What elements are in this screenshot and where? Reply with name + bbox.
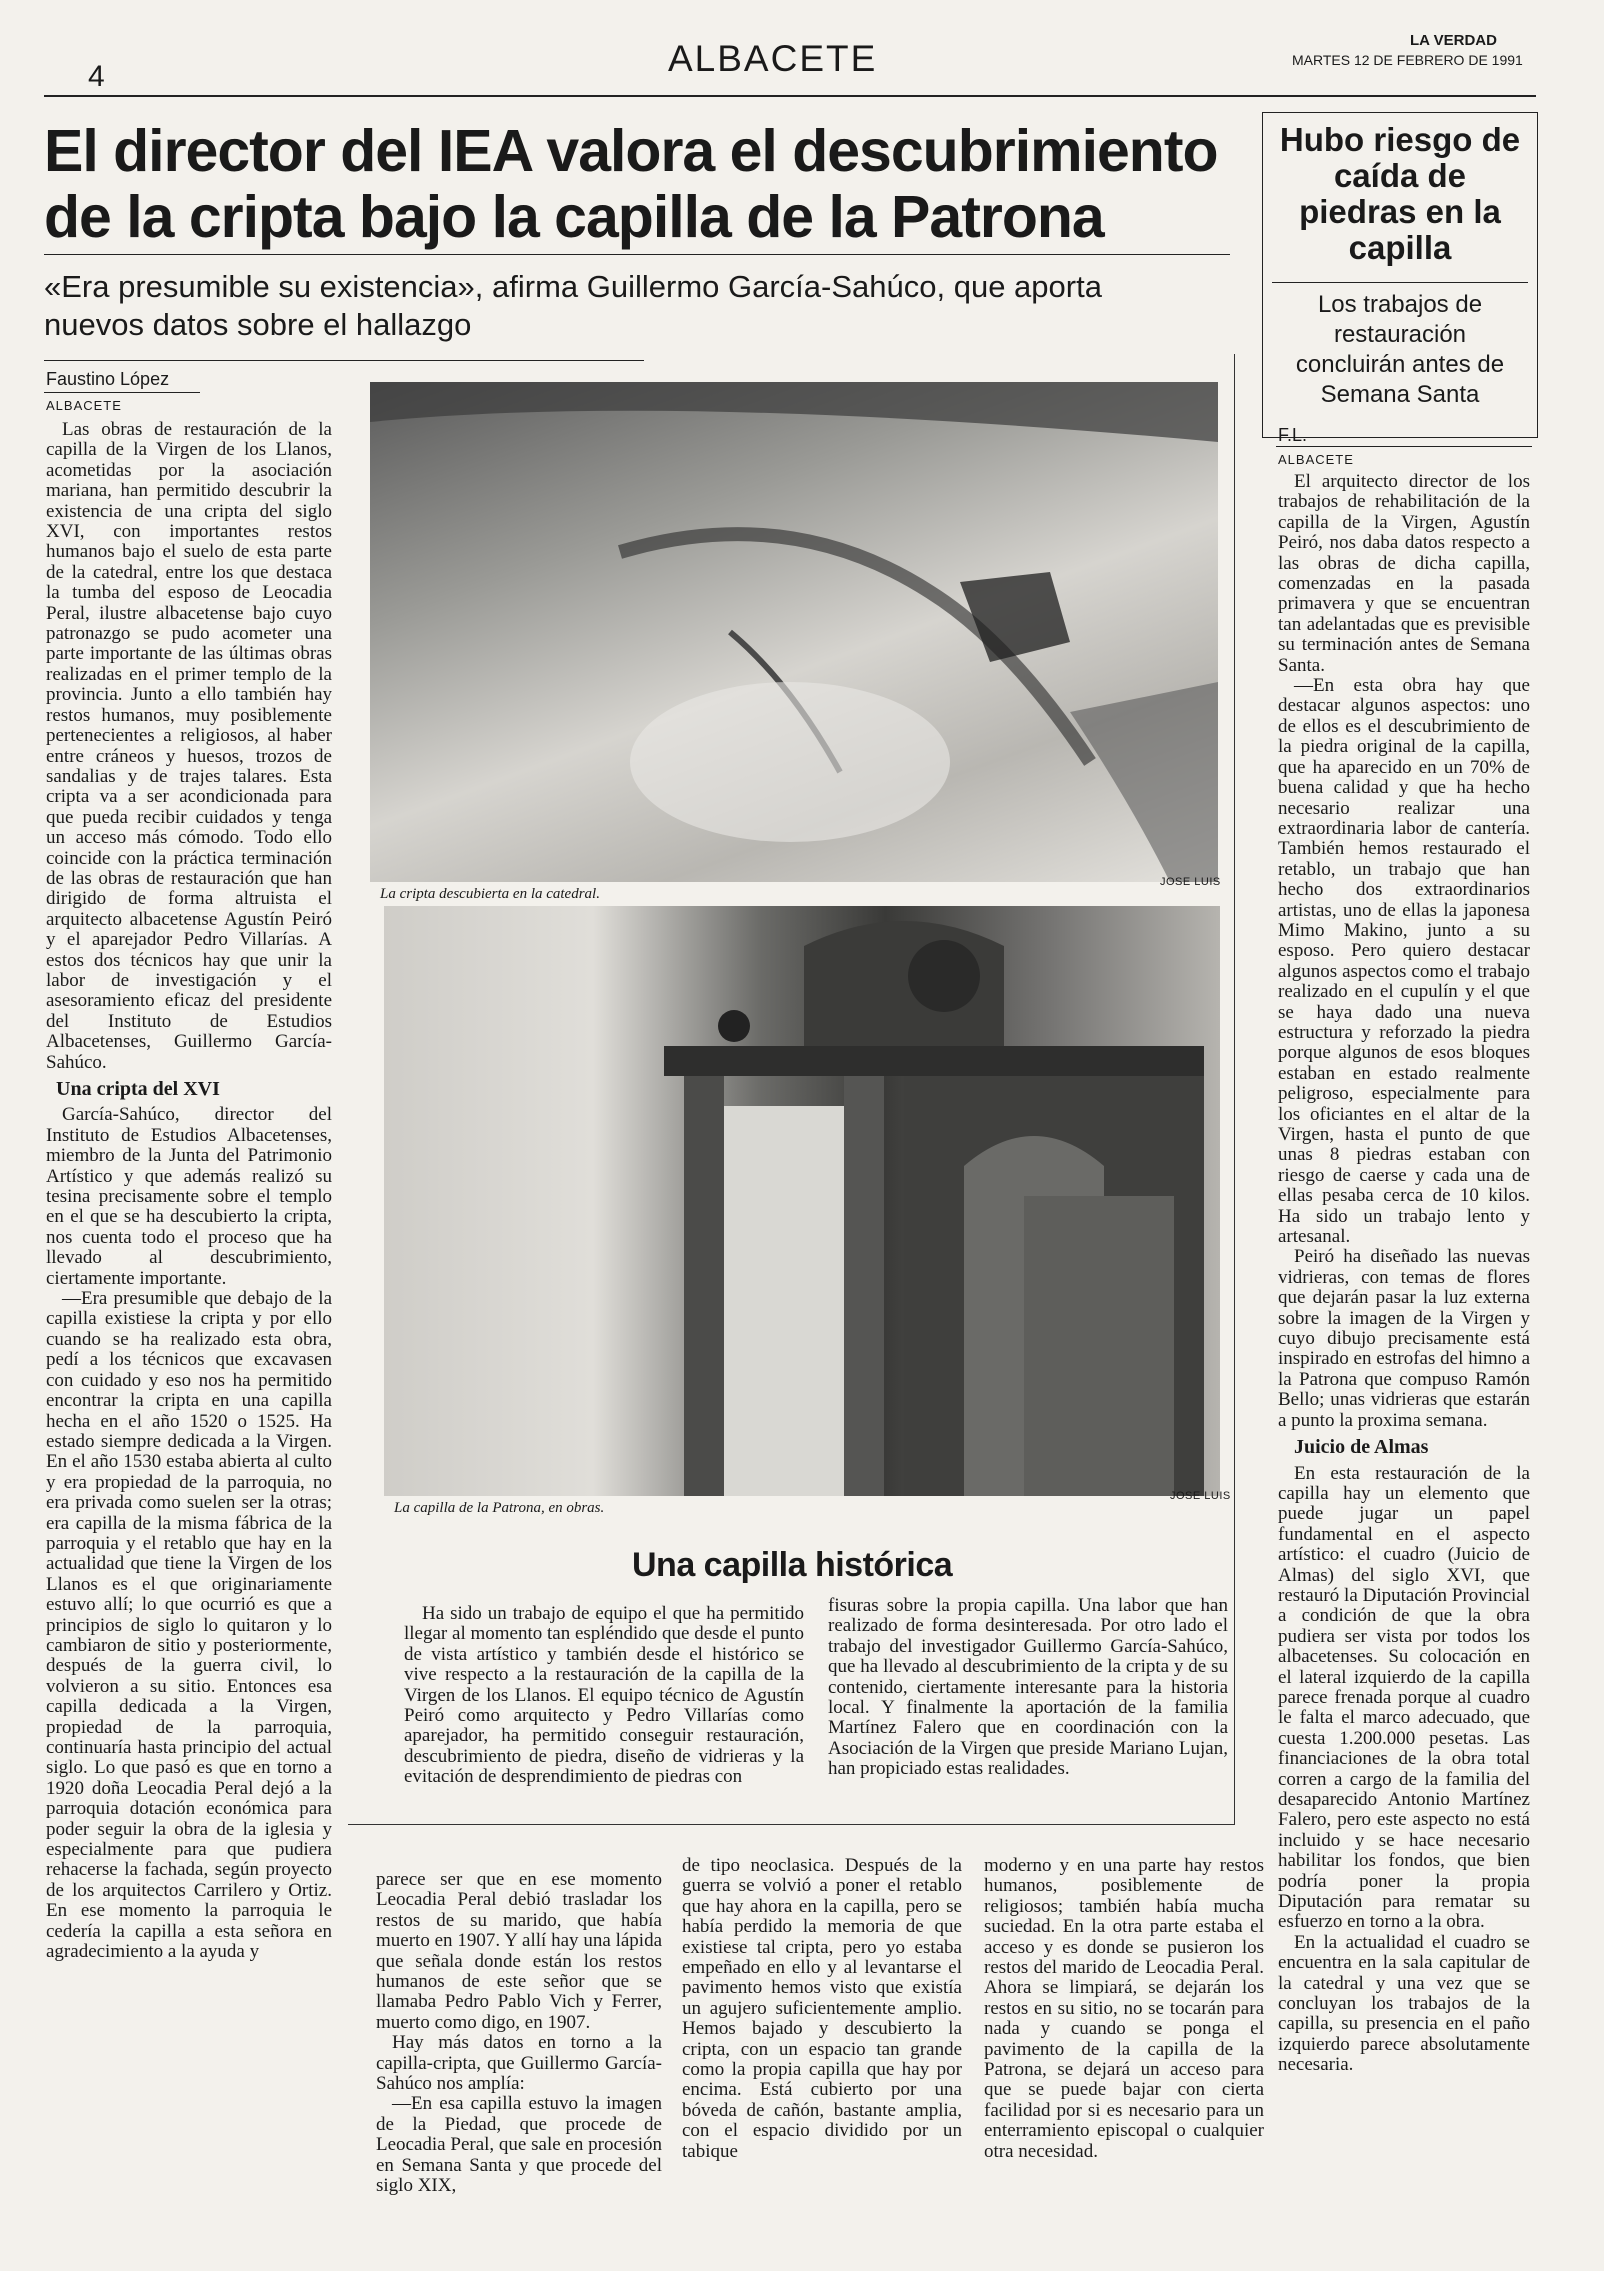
- byline: Faustino López: [46, 369, 170, 389]
- paragraph: —En esta obra hay que destacar algunos aspectos: uno de ellos es el descubrimiento de la piedra original de la capilla, que ha aparecido en un 70% de buena calidad y que ha hecho necesario realizar una extraordinaria labor de cantería. También hemos restaurado el retablo, un trabajo que han hecho dos extraordinarios artistas, uno de ellas la japonesa Mimo Makino, junto a su esposo. Pero quiero destacar algunos aspectos como el trabajo realizado en el cupulín y el que se haya dado una nueva estructura y reforzado la piedra porque algunos de esos bloques estaban en estado realmente peligroso, especialmente para los oficiantes en el altar de la Virgen, hasta el punto de que unas 8 piedras estaban con riesgo de caerse y cada una de ellas pesaba cerca de 10 kilos. Ha sido un trabajo lento y artesanal.: [1278, 675, 1530, 1248]
- sidebar-place: ALBACETE: [1278, 452, 1354, 467]
- paragraph: Las obras de restauración de la capilla de la Virgen de los Llanos, acometidas por la asociación mariana, han permitido descubrir la existencia de una cripta del siglo XVI, con importantes restos humanos bajo el suelo de esta parte de la catedral, entre los que destaca la tumba del esposo de Leocadia Peral, ilustre albacetense bajo cuyo patronazgo se pudo acometer una parte importante de las últimas obras realizadas en el primer templo de la provincia. Junto a ello también hay restos humanos, muy posiblemente pertenecientes a religiosos, al haber entre cráneos y huesos, trozos de sandalias y de trajes talares. Esta cripta va a ser acondicionada para que pueda recibir cuidados y tenga un acceso más cómodo. Todo ello coincide con la práctica terminación de las obras de restauración que han dirigido de forma altruista el arquitecto albacetense Agustín Peiró y el aparejador Pedro Villarías. A estos dos técnicos hay que unir la labor de investigación y el asesoramiento eficaz del presidente del Instituto de Estudios Albacetenses, Guillermo García-Sahúco.: [46, 419, 332, 1073]
- paragraph: moderno y en una parte hay restos humanos, posiblemente de religiosos; también había mucha suciedad. En la otra parte estaba el acceso y es donde se pusieron los restos del marido de Leocadia Peral. Ahora se limpiará, se dejarán los restos en su sitio, no se tocarán para nada y cuando se ponga el pavimento de la capilla de la Patrona, se dejará un acceso para que se puede bajar con cierta facilidad por si es necesario para un enterramiento episcopal o cualquier otra necesidad.: [984, 1855, 1264, 2162]
- sidebar-byline: F.L.: [1278, 425, 1308, 445]
- paragraph: García-Sahúco, director del Instituto de Estudios Albacetenses, miembro de la Junta del Patrimonio Artístico y que además realizó su tesina precisamente sobre el templo en el que se ha descubierto la cripta, nos cuenta todo el proceso que ha llevado al descubrimiento, ciertamente importante.: [46, 1104, 332, 1289]
- paragraph: El arquitecto director de los trabajos de rehabilitación de la capilla de la Virgen, Agustín Peiró, nos daba datos respecto a las obras de dicha capilla, comenzadas en la pasada primavera y que se encuentran tan adelantadas que es previsible su terminación antes de Semana Santa.: [1278, 471, 1530, 676]
- column-4: [984, 1856, 1264, 2162]
- sidebar-column: [1278, 472, 1530, 2076]
- headline: [44, 118, 1244, 250]
- paragraph: Peiró ha diseñado las nuevas vidrieras, con temas de flores que dejarán pasar la luz externa sobre la imagen de la Virgen y cuyo dibujo precisamente está inspirado en estrofas del himno a la Patrona que compuso Ramón Bello; unas vidrieras que estarán a punto la proxima semana.: [1278, 1246, 1530, 1431]
- column-2: [376, 1870, 662, 2197]
- boxed-article-headline: Una capilla histórica: [632, 1546, 953, 1584]
- crypt-image: [370, 382, 1218, 882]
- issue-date: MARTES 12 DE FEBRERO DE 1991: [1292, 52, 1523, 68]
- paragraph: —En esa capilla estuvo la imagen de la Piedad, que procede de Leocadia Peral, que sale en procesión en Semana Santa y que procede del siglo XIX,: [376, 2093, 662, 2197]
- headline-rule: [44, 254, 1230, 255]
- page-number: 4: [88, 60, 105, 93]
- header-rule: [44, 95, 1536, 97]
- sidebar-subhead: Juicio de Almas: [1294, 1436, 1429, 1459]
- photo-credit-1: JOSE LUIS: [1160, 876, 1221, 888]
- photo-caption-1: La cripta descubierta en la catedral.: [380, 886, 600, 902]
- paragraph: —Era presumible que debajo de la capilla existiese la cripta y por ello cuando se ha realizado esta obra, pedí a los técnicos que excavasen con cuidado y eso nos ha permitido encontrar la cripta en una capilla hecha en el año 1520 o 1525. Ha estado siempre dedicada a la Virgen. En el año 1530 estaba abierta al culto y era propiedad de la parroquia, no era privada como suelen ser la otras; era capilla de la misma fábrica de la parroquia y el retablo que hay en la actualidad que tiene la Virgen de los Llanos es el que originariamente estuvo allí; lo que ocurrió es que a principios de siglo lo quitaron y lo cambiaron de sitio y posteriormente, después de la guerra civil, lo volvieron a su sitio. Entonces esa capilla dedicada a la Virgen, propiedad de la parroquia, continuaría hasta principio del actual siglo. Lo que pasó es que en torno a 1920 doña Leocadia Peral dejó a la parroquia dotación económica para poder seguir la obra de la iglesia y especialmente para que pudiera rehacerse la fachada, según proyecto de los arquitectos Carrilero y Ortiz. En ese momento la parroquia le cedería la capilla a esta señora en agradecimiento a la ayuda y: [46, 1288, 332, 1963]
- chapel-photo: [384, 906, 1220, 1496]
- paragraph: de tipo neoclasica. Después de la guerra se volvió a poner el retablo que hay ahora en la capilla, pero se había perdido la memoria de que existiese tal cripta, pero yo estaba empeñado en ello y al levantarse el pavimento hemos visto que existía un agujero suficientemente amplio. Hemos bajado y descubierto la cripta, con un espacio tan grande como la propia capilla que hay por encima. Está cubierto por una bóveda de cañón, bastante amplia, con el espacio dividido por un tabique: [682, 1855, 962, 2162]
- headline-line-1: El director del IEA valora el descubrimiento: [44, 118, 1218, 184]
- sidebar-subheadline: Los trabajos de restauración concluirán antes de Semana Santa: [1295, 291, 1505, 408]
- column-3: [682, 1856, 962, 2162]
- paper-name: LA VERDAD: [1410, 32, 1497, 49]
- photo-credit-2: JOSE LUIS: [1170, 1490, 1231, 1502]
- chapel-image: [384, 906, 1220, 1496]
- subheadline: «Era presumible su existencia», afirma Guillermo García-Sahúco, que aporta nuevos datos sobre el hallazgo: [44, 269, 1102, 342]
- crypt-photo: [370, 382, 1218, 882]
- sidebar-headline: Hubo riesgo de caída de piedras en la capilla: [1279, 121, 1521, 266]
- headline-line-2: de la cripta bajo la capilla de la Patrona: [44, 184, 1104, 250]
- boxed-article-column-a: Ha sido un trabajo de equipo el que ha permitido llegar al momento tan espléndido que desde el punto de vista artístico y también desde el histórico se vive respecto a la restauración de la capilla de la Virgen de los Llanos. El equipo técnico de Agustín Peiró como arquitecto y Pedro Villarías como aparejador, ha permitido conseguir restauración, descubrimiento de piedra, diseño de vidrieras y la evitación de desprendimiento de piedras con: [404, 1603, 804, 1788]
- column-1: [46, 420, 332, 1962]
- sidebar-byline-rule: [1276, 446, 1532, 447]
- sidebar-rule: [1272, 282, 1528, 283]
- subhead-cripta: Una cripta del XVI: [56, 1078, 220, 1100]
- section-title: ALBACETE: [668, 38, 878, 79]
- paragraph: parece ser que en ese momento Leocadia Peral debió trasladar los restos de su marido, que había muerto en 1907. Y allí hay una lápida que señala donde están los restos humanos de este señor que se llamaba Pedro Pablo Vich y Ferrer, muerto como digo, en 1907.: [376, 1869, 662, 2033]
- photo-caption-2: La capilla de la Patrona, en obras.: [394, 1500, 605, 1516]
- paragraph: En esta restauración de la capilla hay un elemento que puede jugar un papel fundamental en el aspecto artístico: el cuadro (Juicio de Almas) del siglo XVI, que restauró la Diputación Provincial a condición de que la obra pudiera ser vista por todos los albacetenses. Su colocación en el lateral izquierdo de la capilla parece frenada porque al cuadro le falta el marco adecuado, que cuesta 1.200.000 pesetas. Las financiaciones de la obra total corren a cargo de la familia del desaparecido Antonio Martínez Falero, pero este aspecto no está incluido y se hace necesario habilitar los fondos, que bien podría poner la propia Diputación para rematar su esfuerzo en torno a la obra.: [1278, 1462, 1530, 1933]
- dateline-place: ALBACETE: [46, 398, 122, 413]
- paragraph: En la actualidad el cuadro se encuentra en la sala capitular de la catedral y una vez que se concluyan los trabajos de la capilla, su presencia en el paño izquierdo parece absolutamente necesaria.: [1278, 1931, 1530, 2076]
- byline-rule: [44, 392, 200, 393]
- paragraph: Hay más datos en torno a la capilla-cripta, que Guillermo García-Sahúco nos amplía:: [376, 2032, 662, 2095]
- boxed-article-column-b: fisuras sobre la propia capilla. Una labor que han realizado de forma desinteresada. Por otro lado el trabajo del investigador Guillermo García-Sahúco, que ha llevado al descubrimiento de la cripta y de su contenido, ciertamente interesante para la historia local. Y finalmente la aportación de la familia Martínez Falero que en coordinación con la Asociación de la Virgen que preside Mariano Lujan, han propiciado estas realidades.: [828, 1595, 1228, 1780]
